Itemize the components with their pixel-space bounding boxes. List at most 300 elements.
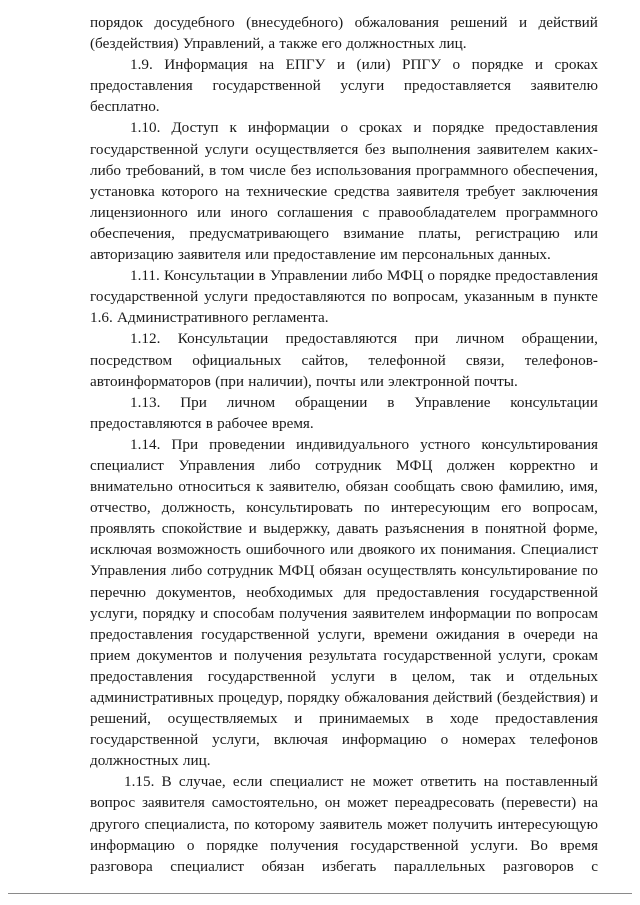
word: и bbox=[294, 710, 303, 728]
word: услуги, bbox=[212, 731, 260, 749]
word: Доступ bbox=[171, 119, 219, 137]
word: и bbox=[200, 604, 209, 622]
word: должен bbox=[447, 456, 495, 474]
word: также bbox=[279, 35, 318, 53]
word: государственной bbox=[350, 836, 459, 854]
text-line bbox=[90, 771, 598, 792]
text-line bbox=[90, 729, 598, 750]
word: интересующую bbox=[497, 815, 598, 833]
word: официальных bbox=[192, 351, 282, 369]
word: государственной bbox=[90, 288, 199, 306]
word: и bbox=[589, 689, 598, 706]
text-line bbox=[90, 603, 598, 624]
word: заявителем bbox=[477, 140, 550, 158]
text-line bbox=[90, 582, 598, 603]
text-line bbox=[90, 371, 598, 392]
text-line bbox=[90, 645, 598, 666]
word: по bbox=[233, 815, 250, 833]
word: Административного bbox=[117, 309, 249, 327]
word: 1.10. bbox=[130, 119, 161, 137]
word: посредством bbox=[90, 351, 173, 369]
word: РПГУ bbox=[402, 56, 441, 74]
word: обязан bbox=[319, 562, 363, 580]
word: осуществляется bbox=[255, 140, 359, 158]
text-line bbox=[90, 328, 598, 349]
word: заявителя bbox=[141, 794, 205, 812]
word: информации bbox=[247, 119, 330, 137]
text-line bbox=[90, 624, 598, 645]
word: и bbox=[518, 14, 528, 31]
word: в bbox=[205, 414, 213, 432]
word: может bbox=[387, 815, 428, 833]
word: досудебного bbox=[154, 14, 235, 31]
word: его bbox=[501, 499, 522, 517]
word: регистрацию bbox=[475, 224, 560, 242]
text-line bbox=[90, 666, 598, 687]
word: в bbox=[389, 667, 398, 685]
text-line bbox=[90, 476, 598, 497]
word: разговоров bbox=[502, 857, 574, 875]
word: пункте bbox=[553, 288, 598, 306]
word: При bbox=[180, 393, 207, 411]
word: и bbox=[534, 56, 544, 74]
word: обращении, bbox=[521, 330, 598, 348]
word: взимание bbox=[343, 224, 404, 242]
word: либо bbox=[351, 267, 383, 285]
word: платы, bbox=[418, 224, 462, 242]
word: почты. bbox=[474, 372, 518, 390]
word: сроках bbox=[358, 119, 403, 137]
word: услуги, bbox=[317, 625, 366, 643]
word: должностных bbox=[90, 752, 179, 770]
word: административных bbox=[90, 689, 214, 706]
text-line bbox=[90, 497, 598, 518]
word: вопросам bbox=[536, 604, 598, 622]
word: предоставляется bbox=[403, 77, 511, 95]
word: к bbox=[256, 478, 264, 496]
word: время. bbox=[271, 414, 314, 432]
word: предоставления bbox=[495, 119, 598, 137]
word: программного bbox=[505, 203, 598, 221]
word: заключения bbox=[521, 182, 598, 200]
word: их bbox=[420, 541, 436, 559]
word: В bbox=[161, 773, 172, 791]
word: ответить bbox=[420, 773, 477, 791]
word: порядку bbox=[142, 604, 196, 622]
text-line bbox=[90, 265, 598, 286]
word: вопросам, bbox=[532, 499, 598, 517]
word: При bbox=[171, 435, 199, 453]
text-line bbox=[90, 814, 598, 835]
word: личном bbox=[226, 393, 276, 411]
word: порядке bbox=[432, 119, 485, 137]
word: Управления bbox=[90, 562, 167, 580]
word: документов, bbox=[156, 583, 236, 601]
text-line bbox=[90, 202, 598, 223]
word: и bbox=[589, 456, 598, 474]
word: заявитель bbox=[319, 815, 383, 833]
word: предоставления bbox=[90, 77, 193, 95]
word: целом, bbox=[412, 667, 456, 685]
word: отдельных bbox=[529, 667, 598, 685]
text-line bbox=[90, 54, 598, 75]
word: действий bbox=[433, 689, 493, 706]
word: специалист bbox=[269, 773, 344, 791]
word: предоставляются bbox=[285, 330, 398, 348]
word: самостоятельно, bbox=[211, 794, 318, 812]
word: должностных bbox=[346, 35, 435, 53]
word: в bbox=[540, 288, 548, 306]
word: понятной bbox=[485, 520, 547, 538]
word: (внесудебного) bbox=[246, 14, 344, 31]
word: с bbox=[362, 203, 370, 221]
word: заявителя bbox=[177, 246, 241, 264]
word: в bbox=[471, 520, 479, 538]
word: или bbox=[329, 541, 354, 559]
word: исключая bbox=[90, 541, 152, 559]
word: способам bbox=[213, 604, 275, 622]
word: принимаемых bbox=[318, 710, 410, 728]
word: обеспечения, bbox=[513, 161, 598, 179]
text-line bbox=[90, 139, 598, 160]
word: Управлении bbox=[269, 267, 348, 285]
word: 1.13. bbox=[130, 393, 161, 411]
word: возможность bbox=[156, 541, 241, 559]
text-line bbox=[90, 223, 598, 244]
word: МФЦ bbox=[396, 456, 433, 474]
word: МФЦ bbox=[278, 562, 315, 580]
word: он bbox=[324, 794, 341, 812]
word: услуги bbox=[204, 288, 249, 306]
word: с bbox=[591, 857, 598, 875]
word: к bbox=[229, 119, 237, 137]
word: консультирование bbox=[461, 562, 578, 580]
word: предоставляются bbox=[90, 414, 202, 432]
text-line bbox=[90, 413, 598, 434]
word: в bbox=[426, 710, 434, 728]
word: обязан bbox=[261, 857, 305, 875]
word: сотрудник bbox=[315, 456, 382, 474]
word: отчество, bbox=[90, 499, 151, 517]
text-line bbox=[90, 181, 598, 202]
word: правообладателем bbox=[378, 203, 497, 221]
word: наличии), bbox=[248, 372, 312, 390]
word: избегать bbox=[321, 857, 377, 875]
word: получения bbox=[270, 836, 339, 854]
text-line bbox=[90, 286, 598, 307]
word: проведении bbox=[209, 435, 285, 453]
word: понимания. bbox=[440, 541, 516, 559]
word: другого bbox=[90, 815, 140, 833]
word: (бездействия) bbox=[496, 689, 586, 706]
word: о bbox=[340, 119, 349, 137]
text-line bbox=[90, 96, 598, 117]
word: осуществляемых bbox=[167, 710, 278, 728]
word: каких- bbox=[555, 140, 598, 158]
word: личном bbox=[455, 330, 505, 348]
word: которому bbox=[254, 815, 315, 833]
word: Управление bbox=[414, 393, 491, 411]
word: установка bbox=[90, 182, 155, 200]
text-line bbox=[90, 708, 598, 729]
word: специалист bbox=[170, 857, 245, 875]
word: срокам bbox=[552, 646, 598, 664]
word: порядок bbox=[90, 14, 144, 31]
word: 1.9. bbox=[130, 56, 153, 74]
word: не bbox=[350, 773, 366, 791]
word: действий bbox=[538, 14, 598, 31]
word: государственной bbox=[489, 583, 598, 601]
word: либо bbox=[171, 562, 203, 580]
word: переадресовать bbox=[394, 794, 495, 812]
word: предоставления bbox=[376, 583, 480, 601]
word: связи, bbox=[465, 351, 505, 369]
word: или bbox=[360, 372, 384, 390]
word: о bbox=[452, 56, 461, 74]
word: и bbox=[506, 667, 515, 685]
word: требует bbox=[466, 182, 516, 200]
word: результата bbox=[308, 646, 377, 664]
word: Управлений, bbox=[182, 35, 265, 53]
text-line bbox=[90, 244, 598, 265]
word: иного bbox=[230, 203, 268, 221]
word: предоставления bbox=[495, 710, 598, 728]
word: государственной bbox=[201, 625, 310, 643]
text-line bbox=[90, 792, 598, 813]
word: услуги bbox=[204, 140, 249, 158]
word: специалиста, bbox=[144, 815, 230, 833]
text-line bbox=[90, 392, 598, 413]
word: 1.6. bbox=[90, 309, 113, 327]
word: или bbox=[245, 246, 269, 264]
word: спокойствие bbox=[161, 520, 242, 538]
word: осуществлять bbox=[366, 562, 457, 580]
word: соглашения bbox=[277, 203, 353, 221]
word: предоставляются bbox=[253, 288, 366, 306]
word: решений, bbox=[90, 710, 151, 728]
word: заявителя bbox=[396, 182, 460, 200]
word: ожидания bbox=[435, 625, 500, 643]
text-line bbox=[90, 307, 598, 328]
word: консультирования bbox=[481, 435, 598, 453]
word: получить bbox=[432, 815, 493, 833]
word: регламента. bbox=[252, 309, 329, 327]
word: случае, bbox=[178, 773, 226, 791]
word: по bbox=[582, 562, 598, 580]
word: государственной bbox=[212, 77, 321, 95]
word: сайтов, bbox=[301, 351, 349, 369]
word: на bbox=[583, 794, 598, 812]
word: параллельных bbox=[393, 857, 486, 875]
word: лиц. bbox=[182, 752, 211, 770]
word: услуги bbox=[331, 667, 375, 685]
text-line bbox=[90, 117, 598, 138]
word: порядке bbox=[471, 56, 524, 74]
word: процедур, bbox=[218, 689, 283, 706]
word: информации bbox=[429, 604, 512, 622]
word: данных. bbox=[498, 246, 551, 264]
word: и bbox=[336, 56, 346, 74]
text-line bbox=[90, 160, 598, 181]
word: корректно bbox=[509, 456, 576, 474]
word: сотрудник bbox=[207, 562, 274, 580]
word: почты bbox=[316, 372, 356, 390]
word: времени bbox=[373, 625, 428, 643]
word: 1.15. bbox=[124, 773, 155, 791]
text-line bbox=[90, 856, 598, 877]
word: прием bbox=[90, 646, 131, 664]
word: или bbox=[197, 203, 221, 221]
word: относиться bbox=[178, 478, 251, 496]
word: (перевести) bbox=[501, 794, 577, 812]
word: либо bbox=[269, 456, 301, 474]
word: Консультации bbox=[164, 267, 255, 285]
word: фамилию, bbox=[498, 478, 564, 496]
word: или bbox=[574, 224, 598, 242]
word: решений bbox=[450, 14, 508, 31]
word: предусматривающего bbox=[189, 224, 329, 242]
word: использования bbox=[315, 161, 412, 179]
word: если bbox=[232, 773, 263, 791]
word: технические bbox=[246, 182, 328, 200]
word: в bbox=[387, 393, 395, 411]
word: устного bbox=[420, 435, 471, 453]
word: время bbox=[559, 836, 598, 854]
word: так bbox=[470, 667, 492, 685]
word: Управления bbox=[178, 456, 255, 474]
word: имя, bbox=[569, 478, 598, 496]
text-line bbox=[90, 75, 598, 96]
text-line bbox=[90, 12, 598, 33]
word: Информация bbox=[164, 56, 248, 74]
word: указанным bbox=[464, 288, 535, 306]
word: на bbox=[259, 56, 275, 74]
word: двоякого bbox=[358, 541, 416, 559]
word: услуги, bbox=[498, 646, 546, 664]
word: услуги, bbox=[90, 604, 138, 622]
word: бесплатно. bbox=[90, 98, 160, 116]
word: и bbox=[219, 646, 228, 664]
text-line bbox=[90, 835, 598, 856]
document-body-text bbox=[90, 12, 598, 877]
word: в bbox=[507, 625, 515, 643]
word: документов bbox=[136, 646, 213, 664]
word: очереди bbox=[523, 625, 575, 643]
word: получения bbox=[233, 646, 303, 664]
word: сроках bbox=[554, 56, 598, 74]
word: обжалования bbox=[354, 14, 439, 31]
word: обязан bbox=[345, 478, 389, 496]
text-line bbox=[90, 687, 598, 708]
word: телефонной bbox=[368, 351, 446, 369]
word: авторизацию bbox=[90, 246, 174, 264]
word: информацию bbox=[90, 836, 175, 854]
word: числе bbox=[249, 161, 286, 179]
word: проявлять bbox=[90, 520, 156, 538]
word: том bbox=[220, 161, 245, 179]
word: включая bbox=[273, 731, 328, 749]
page-bottom-rule bbox=[8, 893, 632, 894]
word: либо bbox=[90, 161, 122, 179]
word: средства bbox=[333, 182, 390, 200]
word: (или) bbox=[356, 56, 391, 74]
word: выполнения bbox=[391, 140, 471, 158]
text-line bbox=[90, 434, 598, 455]
word: которого bbox=[161, 182, 219, 200]
word: вопросам, bbox=[392, 288, 459, 306]
word: Специалист bbox=[520, 541, 598, 559]
word: Во bbox=[530, 836, 548, 854]
word: на bbox=[583, 625, 598, 643]
word: 1.14. bbox=[130, 435, 161, 453]
word: разъяснения bbox=[384, 520, 465, 538]
text-line bbox=[90, 455, 598, 476]
word: МФЦ bbox=[386, 267, 424, 285]
word: перечню bbox=[90, 583, 146, 601]
word: обращении bbox=[294, 393, 368, 411]
word: может bbox=[347, 794, 388, 812]
word: обжалования bbox=[344, 689, 429, 706]
word: консультации bbox=[510, 393, 598, 411]
word: рабочее bbox=[217, 414, 268, 432]
word: Консультации bbox=[177, 330, 269, 348]
word: программного bbox=[416, 161, 509, 179]
word: получения bbox=[279, 604, 348, 622]
word: на bbox=[483, 773, 499, 791]
word: о bbox=[440, 731, 449, 749]
word: может bbox=[372, 773, 414, 791]
word: разговора bbox=[90, 857, 153, 875]
word: индивидуального bbox=[296, 435, 410, 453]
word: по bbox=[363, 499, 380, 517]
word: порядке bbox=[206, 836, 259, 854]
word: форме, bbox=[552, 520, 598, 538]
word: необходимых bbox=[246, 583, 334, 601]
word: номерах bbox=[462, 731, 516, 749]
text-line bbox=[90, 33, 598, 54]
word: заявителем bbox=[352, 604, 425, 622]
word: услуги bbox=[340, 77, 385, 95]
word: порядке bbox=[439, 267, 491, 285]
text-line bbox=[90, 560, 598, 581]
word: по bbox=[515, 604, 532, 622]
word: 1.12. bbox=[130, 330, 161, 348]
word: в bbox=[208, 161, 217, 179]
word: электронной bbox=[388, 372, 470, 390]
word: телефонов bbox=[529, 731, 598, 749]
word: услуги. bbox=[470, 836, 519, 854]
word: его bbox=[321, 35, 342, 53]
word: и bbox=[248, 520, 257, 538]
word: предоставления bbox=[90, 625, 193, 643]
word: и bbox=[413, 119, 422, 137]
text-line bbox=[90, 350, 598, 371]
word: должность, bbox=[161, 499, 236, 517]
word: сообщать bbox=[393, 478, 456, 496]
word: автоинформаторов bbox=[90, 372, 211, 390]
word: информацию bbox=[341, 731, 427, 749]
word: лиц. bbox=[438, 35, 467, 53]
word: свою bbox=[460, 478, 494, 496]
word: предоставление bbox=[273, 246, 376, 264]
word: давать bbox=[336, 520, 379, 538]
word: заявителю, bbox=[268, 478, 341, 496]
word: интересующим bbox=[390, 499, 491, 517]
word: поставленный bbox=[505, 773, 598, 791]
word: заявителю bbox=[530, 77, 598, 95]
word: лицензионного bbox=[90, 203, 188, 221]
word: специалист bbox=[90, 456, 164, 474]
